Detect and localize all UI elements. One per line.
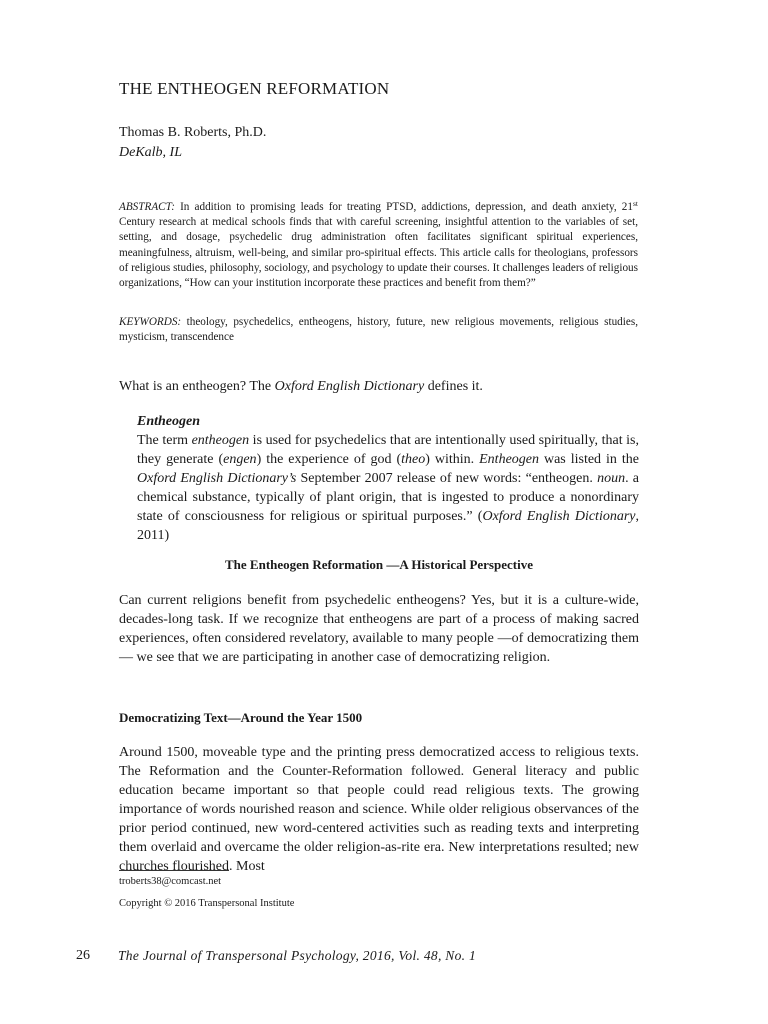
- keywords-text: theology, psychedelics, entheogens, history, future, new religious movements, religious studies, mysticism, transcendence: [119, 316, 638, 344]
- intro-paragraph: [119, 377, 639, 396]
- definition-text: [137, 431, 639, 545]
- def-seg: September 2007 release of new words: “entheogen.: [296, 471, 598, 486]
- abstract-text-1: In addition to promising leads for treating PTSD, addictions, depression, and death anxiety, 21: [174, 201, 633, 213]
- journal-citation: The Journal of Transpersonal Psychology, 2016, Vol. 48, No. 1: [118, 948, 477, 963]
- keywords-label: KEYWORDS:: [119, 316, 182, 328]
- article-title: THE ENTHEOGEN REFORMATION: [119, 79, 390, 98]
- section-paragraph-historical: Can current religions benefit from psychedelic entheogens? Yes, but it is a culture-wide, decades-long task. If we recognize that entheogens are part of a process of making sacred experiences, often considered revelatory, available to many people —of democratizing them— we see that we are participating in another case of democratizing religion.: [119, 593, 639, 665]
- keywords: [119, 315, 638, 345]
- def-seg-italic: theo: [401, 452, 426, 467]
- def-seg-italic: Entheogen: [479, 452, 539, 467]
- def-seg-italic: noun: [597, 471, 626, 486]
- def-seg: . a chemical substance, typically of plant origin, that is ingested to produce a nonordinary state of consciousness for religious or spiritual purposes.” (: [137, 471, 639, 524]
- intro-source: Oxford English Dictionary: [274, 379, 425, 394]
- section-heading-historical: The Entheogen Reformation —A Historical Perspective: [225, 557, 533, 572]
- abstract-text-2: Century research at medical schools finds that with careful screening, insightful attention to the variables of set, setting, and dosage, psychedelic drug administration often facilitates significant spiritual experiences, meaningfulness, altruism, well-being, and similar pro-spiritual effects. This article calls for theologians, professors of religious studies, philosophy, sociology, and psychology to update their courses. It challenges leaders of religious organizations, “How can your institution incorporate these practices and benefit from them?”: [119, 216, 638, 290]
- def-seg: ) within.: [425, 452, 480, 467]
- abstract: [119, 200, 638, 291]
- abstract-label: ABSTRACT:: [119, 201, 175, 213]
- def-seg-italic: Oxford English Dictionary’s: [137, 471, 297, 486]
- section-paragraph-democratizing-text: Around 1500, moveable type and the printing press democratized access to religious texts. The Reformation and the Counter-Reformation followed. General literacy and public education became important so that people could read religious texts. The growing importance of words nourished reason and science. While older religious observances of the prior period continued, new word-centered activities such as reading texts and interpreting them overlaid and overcame the older religion-as-rite era. New interpretations resulted; new churches flourished. Most: [119, 745, 639, 874]
- abstract-superscript: st: [632, 199, 638, 208]
- def-seg-italic: Oxford English Dictionary: [482, 509, 636, 524]
- def-seg: ) the experience of god (: [256, 452, 402, 467]
- def-seg-italic: engen: [223, 452, 257, 467]
- definition-blockquote: [137, 412, 639, 545]
- def-seg: The term: [137, 433, 192, 448]
- footnote-email: troberts38@comcast.net: [119, 876, 222, 887]
- definition-heading: Entheogen: [137, 414, 201, 429]
- footnote-divider: [119, 870, 229, 871]
- author-affiliation: DeKalb, IL: [119, 145, 182, 160]
- def-seg-italic: entheogen: [191, 433, 250, 448]
- def-seg: is used for psychedelics that are intentionally used spiritually, that is, they generate (: [137, 433, 640, 467]
- def-seg: , 2011): [137, 509, 639, 543]
- page-number: 26: [76, 948, 90, 963]
- def-seg: was listed in the: [539, 452, 639, 467]
- intro-text: What is an entheogen? The: [119, 379, 275, 394]
- intro-text-end: defines it.: [424, 379, 483, 394]
- footnote-copyright: Copyright © 2016 Transpersonal Institute: [119, 898, 295, 909]
- author-name: Thomas B. Roberts, Ph.D.: [119, 125, 267, 140]
- section-heading-democratizing-text: Democratizing Text—Around the Year 1500: [119, 710, 363, 725]
